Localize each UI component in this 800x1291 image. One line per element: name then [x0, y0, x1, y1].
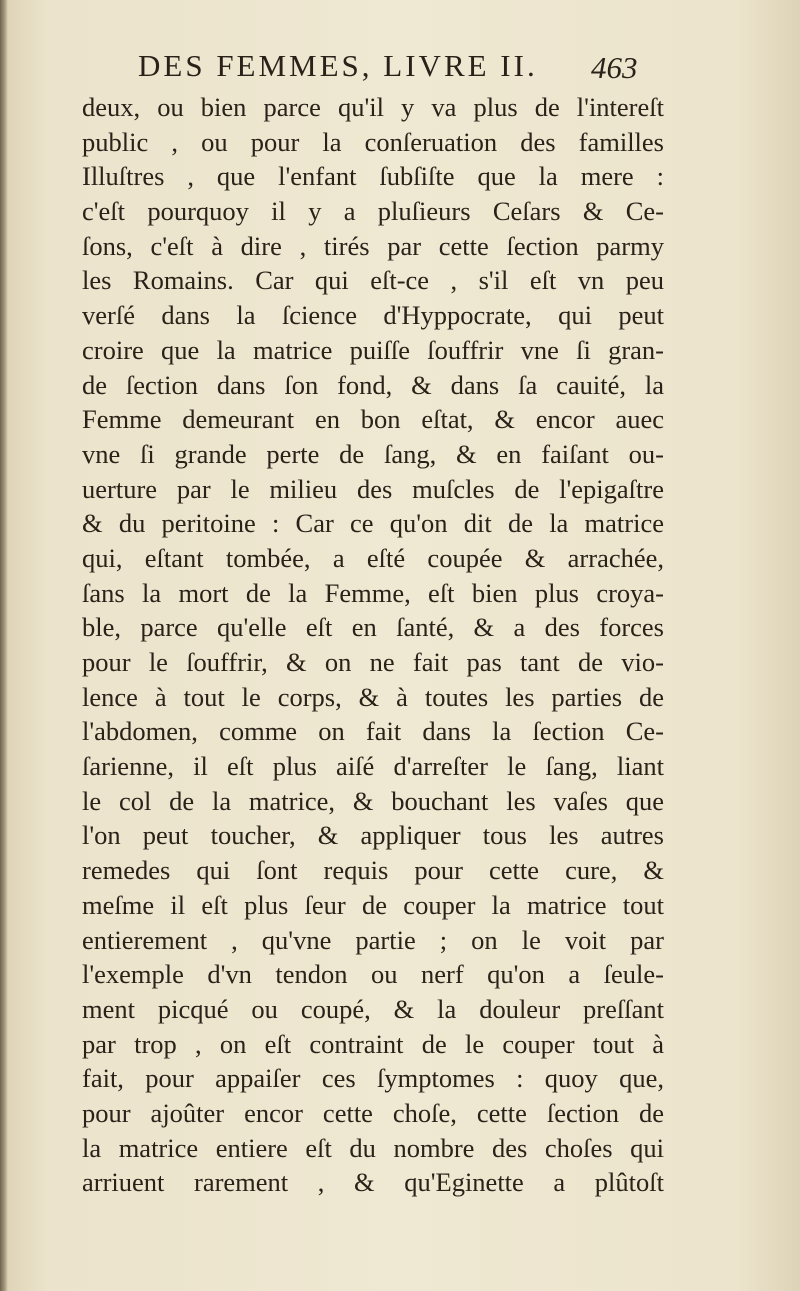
text-line: remedes qui ſont requis pour cette cure, &	[82, 855, 664, 886]
text-line: deux, ou bien parce qu'il y va plus de l'intereſt	[82, 92, 664, 122]
text-line: entierement , qu'vne partie ; on le voit par	[82, 924, 664, 955]
text-line: ment picqué ou coupé, & la douleur preſſant	[82, 993, 664, 1024]
text-line: Femme demeurant en bon eſtat, & encor auec	[82, 404, 664, 435]
text-line: verſé dans la ſcience d'Hyppocrate, qui peut	[82, 300, 664, 331]
page-gutter-edge	[0, 0, 8, 1291]
text-line: pour le ſouffrir, & on ne fait pas tant de vio-	[82, 647, 664, 677]
page-number: 463	[591, 50, 638, 85]
text-line: ble, parce qu'elle eſt en ſanté, & a des forces	[82, 612, 664, 643]
text-line: l'on peut toucher, & appliquer tous les autres	[82, 820, 664, 851]
text-line: la matrice entiere eſt du nombre des choſes qui	[82, 1132, 664, 1163]
body-text	[82, 90, 664, 1200]
page-header	[138, 48, 668, 92]
text-line: lence à tout le corps, & à toutes les parties de	[82, 681, 664, 712]
running-head: DES FEMMES, LIVRE II.	[138, 48, 538, 83]
text-line: fait, pour appaiſer ces ſymptomes : quoy que,	[82, 1063, 664, 1094]
text-line: Illuſtres , que l'enfant ſubſiſte que la mere :	[82, 161, 664, 192]
text-line: l'abdomen, comme on fait dans la ſection Ce-	[82, 716, 664, 747]
text-line: par trop , on eſt contraint de le couper tout à	[82, 1028, 664, 1059]
text-line: ſans la mort de la Femme, eſt bien plus croya-	[82, 577, 664, 608]
text-line: qui, eſtant tombée, a eſté coupée & arrachée,	[82, 542, 664, 573]
text-line: arriuent rarement , & qu'Eginette a plûtoſt	[82, 1167, 664, 1198]
text-line: le col de la matrice, & bouchant les vaſes que	[82, 785, 664, 816]
text-line: l'exemple d'vn tendon ou nerf qu'on a ſeule-	[82, 959, 664, 990]
text-line: les Romains. Car qui eſt-ce , s'il eſt vn peu	[82, 265, 664, 296]
text-line: ſons, c'eſt à dire , tirés par cette ſection parmy	[82, 230, 664, 261]
text-line: ſarienne, il eſt plus aiſé d'arreſter le ſang, liant	[82, 751, 664, 782]
text-line: pour ajoûter encor cette choſe, cette ſection de	[82, 1097, 664, 1128]
text-line: c'eſt pourquoy il y a pluſieurs Ceſars & Ce-	[82, 196, 664, 227]
text-line: de ſection dans ſon fond, & dans ſa cauité, la	[82, 369, 664, 400]
text-line: vne ſi grande perte de ſang, & en faiſant ou-	[82, 438, 664, 469]
text-line: croire que la matrice puiſſe ſouffrir vne ſi gran-	[82, 334, 664, 365]
text-line: public , ou pour la conſeruation des familles	[82, 126, 664, 157]
text-line: meſme il eſt plus ſeur de couper la matrice tout	[82, 889, 664, 920]
text-line: uerture par le milieu des muſcles de l'epigaſtre	[82, 473, 664, 504]
text-line: & du peritoine : Car ce qu'on dit de la matrice	[82, 508, 664, 539]
